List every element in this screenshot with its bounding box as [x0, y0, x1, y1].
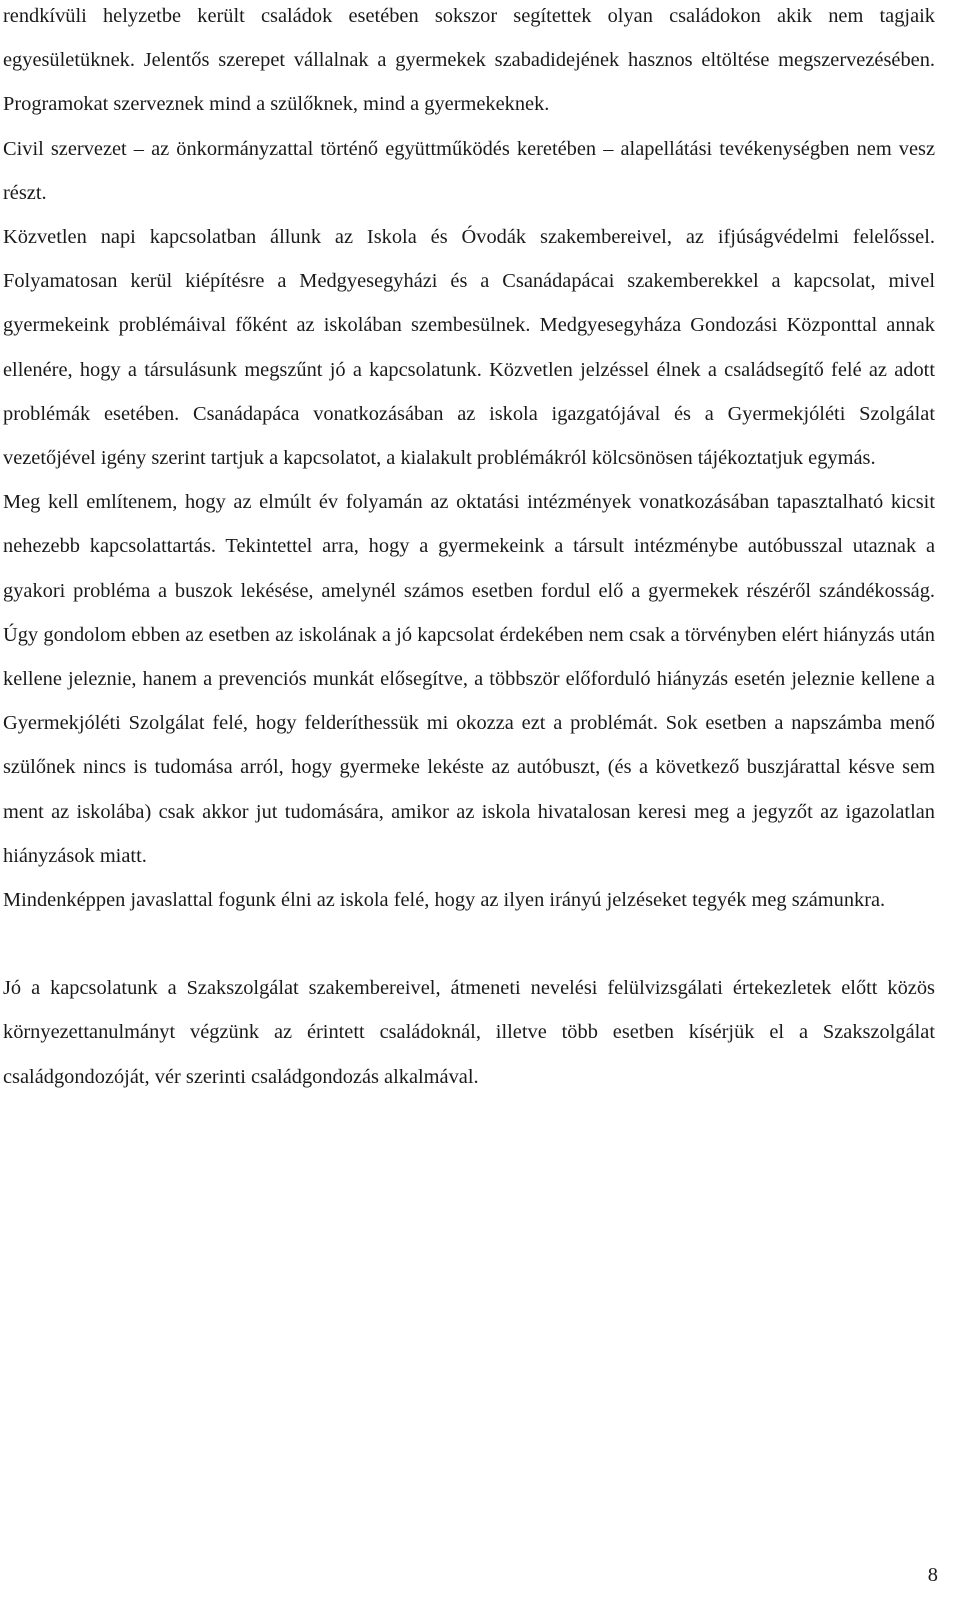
- page-number: 8: [927, 1564, 938, 1586]
- paragraph-special-service: Jó a kapcsolatunk a Szakszolgálat szakembereivel, átmeneti nevelési felülvizsgálati értekezletek előtt közös környezettanulmányt végzünk az érintett családoknál, illetve több esetben kísérjük el a Szakszolgálat családgondozóját, vér szerinti családgondozás alkalmával.: [3, 977, 935, 1088]
- paragraph-education-contact: Meg kell említenem, hogy az elmúlt év folyamán az oktatási intézmények vonatkozásában tapasztalható kicsit nehezebb kapcsolattartás. Tekintettel arra, hogy a gyermekeink a társult intézménybe autóbusszal utaznak a gyakori probléma a buszok lekésése, amelynél számos esetben fordul elő a gyermekek részéről szándékosság. Úgy gondolom ebben az esetben az iskolának a jó kapcsolat érdekében nem csak a törvényben elért hiányzás után kellene jeleznie, hanem a prevenciós munkát elősegítve, a többször előforduló hiányzás esetén jeleznie kellene a Gyermekjóléti Szolgálat felé, hogy felderíthessük mi okozza ezt a problémát. Sok esetben a napszámba menő szülőnek nincs is tudomása arról, hogy gyermeke lekéste az autóbuszt, (és a következő buszjárattal késve sem ment az iskolába) csak akkor jut tudomására, amikor az iskola hivatalosan keresi meg a jegyzőt az igazolatlan hiányzások miatt.: [3, 491, 935, 867]
- paragraph-school-cooperation: Közvetlen napi kapcsolatban állunk az Iskola és Óvodák szakembereivel, az ifjúságvédelmi felelőssel. Folyamatosan kerül kiépítésre a Medgyesegyházi és a Csanádapácai szakemberekkel a kapcsolat, mivel gyermekeink problémáival főként az iskolában szembesülnek. Medgyesegyháza Gondozási Központtal annak ellenére, hogy a társulásunk megszűnt jó a kapcsolatunk. Közvetlen jelzéssel élnek a családsegítő felé az adott problémák esetében. Csanádapáca vonatkozásában az iskola igazgatójával és a Gyermekjóléti Szolgálat vezetőjével igény szerint tartjuk a kapcsolatot, a kialakult problémákról kölcsönösen tájékoztatjuk egymás.: [3, 226, 935, 470]
- paragraph-civil-organization: Civil szervezet – az önkormányzattal történő együttműködés keretében – alapellátási tevékenységben nem vesz részt.: [3, 137, 935, 204]
- paragraph-spacer: [3, 922, 935, 966]
- paragraph-family-support: rendkívüli helyzetbe került családok esetében sokszor segítettek olyan családokon akik nem tagjaik egyesületüknek. Jelentős szerepet vállalnak a gyermekek szabadidejének hasznos eltöltése megszervezésében. Programokat szerveznek mind a szülőknek, mind a gyermekeknek.: [3, 5, 935, 116]
- body-text: [3, 0, 935, 1099]
- paragraph-proposal: Mindenképpen javaslattal fogunk élni az iskola felé, hogy az ilyen irányú jelzéseket tegyék meg számunkra.: [3, 889, 886, 912]
